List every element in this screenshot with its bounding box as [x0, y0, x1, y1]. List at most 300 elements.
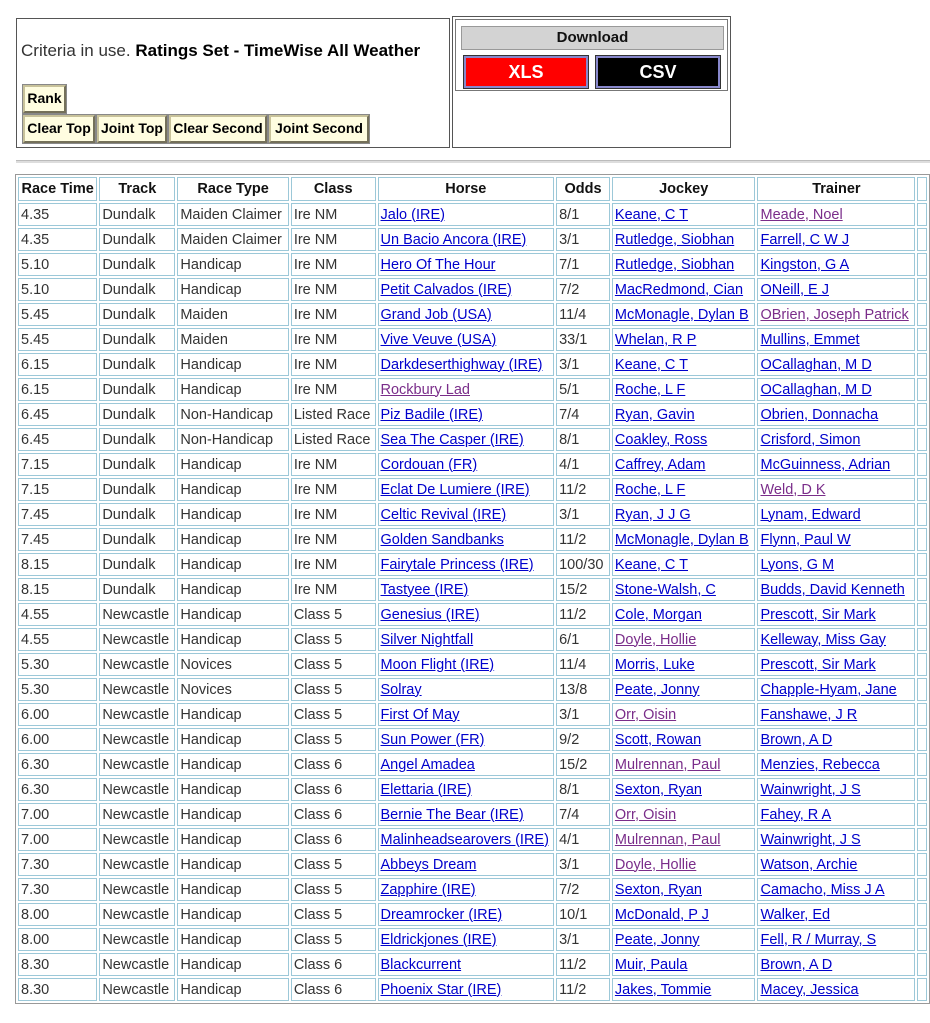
horse-link[interactable]: Silver Nightfall [380, 631, 474, 648]
horse-cell [378, 628, 555, 651]
track-cell: Newcastle [99, 928, 175, 951]
clear-second-button[interactable]: Clear Second [169, 115, 267, 143]
table-row [18, 653, 927, 676]
col-race-time: Race Time [18, 177, 97, 201]
trainer-cell [757, 628, 915, 651]
class-cell: Class 5 [291, 653, 376, 676]
class-cell: Class 5 [291, 678, 376, 701]
jockey-link[interactable]: Jakes, Tommie [614, 981, 712, 998]
extra-cell [917, 403, 927, 426]
extra-cell [917, 878, 927, 901]
class-cell: Class 5 [291, 878, 376, 901]
horse-link[interactable]: Eldrickjones (IRE) [380, 931, 497, 948]
race-time-cell: 8.30 [18, 953, 97, 976]
clear-top-button[interactable]: Clear Top [23, 115, 95, 143]
jockey-cell [612, 478, 756, 501]
horse-cell [378, 803, 555, 826]
download-csv-button[interactable]: CSV [596, 56, 720, 88]
trainer-link[interactable]: Camacho, Miss J A [760, 881, 885, 898]
horse-link[interactable]: Sun Power (FR) [380, 731, 485, 748]
trainer-link[interactable]: Flynn, Paul W [760, 531, 851, 548]
trainer-cell [757, 303, 915, 326]
jockey-cell [612, 978, 756, 1001]
horse-link[interactable]: Sea The Casper (IRE) [380, 431, 524, 448]
trainer-link[interactable]: Macey, Jessica [760, 981, 859, 998]
track-cell: Newcastle [99, 828, 175, 851]
race-type-cell: Handicap [177, 878, 288, 901]
jockey-link[interactable]: Rutledge, Siobhan [614, 256, 735, 273]
odds-cell: 11/2 [556, 978, 610, 1001]
class-cell: Class 6 [291, 953, 376, 976]
horse-link[interactable]: Genesius (IRE) [380, 606, 480, 623]
table-row [18, 228, 927, 251]
race-time-cell: 7.45 [18, 503, 97, 526]
race-type-cell: Handicap [177, 803, 288, 826]
horse-link[interactable]: Dreamrocker (IRE) [380, 906, 503, 923]
header-row [18, 177, 927, 201]
race-time-cell: 8.15 [18, 578, 97, 601]
trainer-cell [757, 278, 915, 301]
trainer-cell [757, 428, 915, 451]
jockey-cell [612, 853, 756, 876]
jockey-link[interactable]: Orr, Oisin [614, 706, 677, 723]
race-type-cell: Handicap [177, 753, 288, 776]
horse-cell [378, 728, 555, 751]
race-time-cell: 6.00 [18, 728, 97, 751]
table-row [18, 903, 927, 926]
horse-cell [378, 903, 555, 926]
horse-cell [378, 403, 555, 426]
race-type-cell: Handicap [177, 453, 288, 476]
trainer-link[interactable]: OCallaghan, M D [760, 381, 872, 398]
odds-cell: 7/2 [556, 878, 610, 901]
race-time-cell: 5.30 [18, 678, 97, 701]
odds-cell: 15/2 [556, 753, 610, 776]
race-type-cell: Handicap [177, 578, 288, 601]
race-type-cell: Maiden [177, 303, 288, 326]
extra-cell [917, 253, 927, 276]
horse-link[interactable]: Un Bacio Ancora (IRE) [380, 231, 527, 248]
horse-cell [378, 978, 555, 1001]
class-cell: Ire NM [291, 328, 376, 351]
jockey-cell [612, 328, 756, 351]
race-time-cell: 5.30 [18, 653, 97, 676]
trainer-link[interactable]: OBrien, Joseph Patrick [760, 306, 909, 323]
race-time-cell: 4.55 [18, 628, 97, 651]
class-cell: Ire NM [291, 203, 376, 226]
horse-link[interactable]: Phoenix Star (IRE) [380, 981, 502, 998]
horse-cell [378, 278, 555, 301]
race-type-cell: Handicap [177, 353, 288, 376]
trainer-cell [757, 978, 915, 1001]
horse-cell [378, 228, 555, 251]
horse-cell [378, 328, 555, 351]
jockey-link[interactable]: Rutledge, Siobhan [614, 231, 735, 248]
odds-cell: 11/2 [556, 528, 610, 551]
jockey-link[interactable]: Sexton, Ryan [614, 881, 702, 898]
race-time-cell: 7.30 [18, 853, 97, 876]
jockey-cell [612, 228, 756, 251]
trainer-link[interactable]: Lynam, Edward [760, 506, 861, 523]
extra-cell [917, 528, 927, 551]
race-type-cell: Novices [177, 678, 288, 701]
class-cell: Class 5 [291, 703, 376, 726]
class-cell: Ire NM [291, 553, 376, 576]
odds-cell: 7/2 [556, 278, 610, 301]
trainer-link[interactable]: Mullins, Emmet [760, 331, 860, 348]
trainer-cell [757, 828, 915, 851]
extra-cell [917, 853, 927, 876]
horse-cell [378, 528, 555, 551]
jockey-link[interactable]: Ryan, J J G [614, 506, 691, 523]
odds-cell: 3/1 [556, 928, 610, 951]
jockey-cell [612, 403, 756, 426]
table-row [18, 578, 927, 601]
table-row [18, 728, 927, 751]
trainer-link[interactable]: OCallaghan, M D [760, 356, 872, 373]
race-time-cell: 7.45 [18, 528, 97, 551]
race-type-cell: Handicap [177, 728, 288, 751]
trainer-cell [757, 753, 915, 776]
jockey-link[interactable]: Orr, Oisin [614, 806, 677, 823]
horse-cell [378, 553, 555, 576]
horse-cell [378, 828, 555, 851]
horse-link[interactable]: Solray [380, 681, 422, 698]
table-row [18, 878, 927, 901]
table-row [18, 928, 927, 951]
race-type-cell: Handicap [177, 253, 288, 276]
extra-cell [917, 728, 927, 751]
class-cell: Ire NM [291, 478, 376, 501]
horse-link[interactable]: Golden Sandbanks [380, 531, 504, 548]
trainer-link[interactable]: Farrell, C W J [760, 231, 850, 248]
track-cell: Dundalk [99, 428, 175, 451]
horse-cell [378, 853, 555, 876]
jockey-cell [612, 603, 756, 626]
trainer-link[interactable]: Menzies, Rebecca [760, 756, 880, 773]
race-type-cell: Handicap [177, 928, 288, 951]
col-trainer: Trainer [757, 177, 915, 201]
class-cell: Class 6 [291, 753, 376, 776]
race-time-cell: 6.45 [18, 428, 97, 451]
jockey-cell [612, 753, 756, 776]
track-cell: Newcastle [99, 778, 175, 801]
trainer-link[interactable]: Kingston, G A [760, 256, 850, 273]
jockey-link[interactable]: Scott, Rowan [614, 731, 702, 748]
class-cell: Class 6 [291, 828, 376, 851]
horse-link[interactable]: First Of May [380, 706, 460, 723]
class-cell: Ire NM [291, 303, 376, 326]
track-cell: Dundalk [99, 278, 175, 301]
track-cell: Dundalk [99, 453, 175, 476]
jockey-link[interactable]: McMonagle, Dylan B [614, 531, 749, 548]
horse-link[interactable]: Moon Flight (IRE) [380, 656, 495, 673]
download-title: Download [461, 26, 724, 50]
class-cell: Ire NM [291, 528, 376, 551]
track-cell: Dundalk [99, 228, 175, 251]
table-row [18, 628, 927, 651]
race-time-cell: 8.00 [18, 928, 97, 951]
class-cell: Class 6 [291, 778, 376, 801]
race-time-cell: 4.55 [18, 603, 97, 626]
trainer-link[interactable]: Fahey, R A [760, 806, 832, 823]
odds-cell: 3/1 [556, 503, 610, 526]
horse-cell [378, 703, 555, 726]
track-cell: Dundalk [99, 403, 175, 426]
race-type-cell: Handicap [177, 778, 288, 801]
col-jockey: Jockey [612, 177, 756, 201]
trainer-link[interactable]: Meade, Noel [760, 206, 843, 223]
jockey-cell [612, 253, 756, 276]
race-time-cell: 6.15 [18, 378, 97, 401]
trainer-link[interactable]: Budds, David Kenneth [760, 581, 905, 598]
jockey-link[interactable]: Roche, L F [614, 381, 686, 398]
trainer-cell [757, 528, 915, 551]
horse-link[interactable]: Cordouan (FR) [380, 456, 478, 473]
track-cell: Newcastle [99, 678, 175, 701]
jockey-cell [612, 578, 756, 601]
trainer-link[interactable]: Walker, Ed [760, 906, 831, 923]
trainer-link[interactable]: McGuinness, Adrian [760, 456, 891, 473]
jockey-link[interactable]: Roche, L F [614, 481, 686, 498]
trainer-cell [757, 478, 915, 501]
extra-cell [917, 703, 927, 726]
extra-cell [917, 278, 927, 301]
jockey-cell [612, 278, 756, 301]
jockey-link[interactable]: Peate, Jonny [614, 931, 700, 948]
race-type-cell: Handicap [177, 278, 288, 301]
class-cell: Ire NM [291, 353, 376, 376]
horse-cell [378, 653, 555, 676]
jockey-link[interactable]: Morris, Luke [614, 656, 695, 673]
table-row [18, 953, 927, 976]
trainer-link[interactable]: Kelleway, Miss Gay [760, 631, 886, 648]
table-row [18, 853, 927, 876]
race-time-cell: 6.45 [18, 403, 97, 426]
trainer-link[interactable]: Watson, Archie [760, 856, 858, 873]
race-time-cell: 6.15 [18, 353, 97, 376]
jockey-link[interactable]: Doyle, Hollie [614, 856, 697, 873]
horse-link[interactable]: Fairytale Princess (IRE) [380, 556, 534, 573]
track-cell: Dundalk [99, 503, 175, 526]
track-cell: Newcastle [99, 853, 175, 876]
race-time-cell: 7.00 [18, 803, 97, 826]
odds-cell: 8/1 [556, 428, 610, 451]
trainer-link[interactable]: Crisford, Simon [760, 431, 861, 448]
odds-cell: 9/2 [556, 728, 610, 751]
jockey-cell [612, 878, 756, 901]
extra-cell [917, 478, 927, 501]
trainer-link[interactable]: Brown, A D [760, 956, 833, 973]
jockey-cell [612, 778, 756, 801]
horse-cell [378, 953, 555, 976]
trainer-cell [757, 253, 915, 276]
trainer-cell [757, 378, 915, 401]
jockey-link[interactable]: Cole, Morgan [614, 606, 702, 623]
track-cell: Newcastle [99, 878, 175, 901]
trainer-link[interactable]: Prescott, Sir Mark [760, 656, 876, 673]
odds-cell: 33/1 [556, 328, 610, 351]
class-cell: Class 5 [291, 728, 376, 751]
trainer-link[interactable]: Lyons, G M [760, 556, 835, 573]
odds-cell: 100/30 [556, 553, 610, 576]
extra-cell [917, 603, 927, 626]
jockey-link[interactable]: McDonald, P J [614, 906, 709, 923]
horse-link[interactable]: Abbeys Dream [380, 856, 477, 873]
jockey-link[interactable]: Caffrey, Adam [614, 456, 706, 473]
extra-cell [917, 653, 927, 676]
jockey-link[interactable]: Muir, Paula [614, 956, 688, 973]
jockey-link[interactable]: Peate, Jonny [614, 681, 700, 698]
track-cell: Newcastle [99, 703, 175, 726]
jockey-cell [612, 378, 756, 401]
jockey-cell [612, 503, 756, 526]
rank-button[interactable]: Rank [23, 85, 66, 113]
horse-link[interactable]: Grand Job (USA) [380, 306, 492, 323]
odds-cell: 11/2 [556, 603, 610, 626]
trainer-cell [757, 403, 915, 426]
odds-cell: 5/1 [556, 378, 610, 401]
horse-link[interactable]: Celtic Revival (IRE) [380, 506, 507, 523]
jockey-cell [612, 528, 756, 551]
race-time-cell: 8.30 [18, 978, 97, 1001]
horse-link[interactable]: Jalo (IRE) [380, 206, 445, 223]
odds-cell: 4/1 [556, 453, 610, 476]
col-track: Track [99, 177, 175, 201]
track-cell: Dundalk [99, 578, 175, 601]
col-odds: Odds [556, 177, 610, 201]
track-cell: Dundalk [99, 478, 175, 501]
table-row [18, 328, 927, 351]
horse-link[interactable]: Tastyee (IRE) [380, 581, 469, 598]
jockey-cell [612, 803, 756, 826]
criteria-text [21, 41, 420, 61]
table-row [18, 403, 927, 426]
jockey-link[interactable]: Keane, C T [614, 556, 688, 573]
jockey-link[interactable]: Whelan, R P [614, 331, 697, 348]
horse-link[interactable]: Rockbury Lad [380, 381, 470, 398]
horse-link[interactable]: Petit Calvados (IRE) [380, 281, 512, 298]
jockey-link[interactable]: Ryan, Gavin [614, 406, 695, 423]
extra-cell [917, 903, 927, 926]
horse-link[interactable]: Hero Of The Hour [380, 256, 496, 273]
horse-link[interactable]: Elettaria (IRE) [380, 781, 472, 798]
horse-cell [378, 453, 555, 476]
race-time-cell: 8.15 [18, 553, 97, 576]
trainer-link[interactable]: ONeill, E J [760, 281, 829, 298]
table-row [18, 703, 927, 726]
trainer-link[interactable]: Brown, A D [760, 731, 833, 748]
jockey-link[interactable]: Stone-Walsh, C [614, 581, 716, 598]
jockey-link[interactable]: Keane, C T [614, 356, 688, 373]
horse-link[interactable]: Blackcurrent [380, 956, 462, 973]
jockey-link[interactable]: McMonagle, Dylan B [614, 306, 749, 323]
joint-top-button[interactable]: Joint Top [97, 115, 167, 143]
extra-cell [917, 803, 927, 826]
class-cell: Class 5 [291, 603, 376, 626]
extra-cell [917, 203, 927, 226]
trainer-link[interactable]: Obrien, Donnacha [760, 406, 879, 423]
download-box [455, 19, 728, 91]
track-cell: Newcastle [99, 653, 175, 676]
jockey-cell [612, 428, 756, 451]
trainer-link[interactable]: Wainwright, J S [760, 781, 861, 798]
horse-link[interactable]: Bernie The Bear (IRE) [380, 806, 524, 823]
jockey-link[interactable]: Keane, C T [614, 206, 688, 223]
jockey-link[interactable]: Sexton, Ryan [614, 781, 702, 798]
jockey-link[interactable]: Doyle, Hollie [614, 631, 697, 648]
class-cell: Listed Race [291, 403, 376, 426]
jockey-link[interactable]: Coakley, Ross [614, 431, 708, 448]
trainer-cell [757, 803, 915, 826]
horse-link[interactable]: Eclat De Lumiere (IRE) [380, 481, 530, 498]
track-cell: Newcastle [99, 903, 175, 926]
class-cell: Class 5 [291, 928, 376, 951]
horse-link[interactable]: Malinheadsearovers (IRE) [380, 831, 549, 848]
horse-link[interactable]: Angel Amadea [380, 756, 475, 773]
extra-cell [917, 753, 927, 776]
trainer-cell [757, 953, 915, 976]
ratings-set-name: Ratings Set - TimeWise All Weather [135, 41, 421, 60]
trainer-link[interactable]: Fell, R / Murray, S [760, 931, 877, 948]
trainer-cell [757, 678, 915, 701]
track-cell: Dundalk [99, 378, 175, 401]
horse-link[interactable]: Darkdeserthighway (IRE) [380, 356, 543, 373]
track-cell: Newcastle [99, 803, 175, 826]
trainer-link[interactable]: Wainwright, J S [760, 831, 861, 848]
extra-cell [917, 503, 927, 526]
extra-cell [917, 628, 927, 651]
horse-link[interactable]: Vive Veuve (USA) [380, 331, 497, 348]
trainer-link[interactable]: Fanshawe, J R [760, 706, 858, 723]
table-row [18, 453, 927, 476]
jockey-cell [612, 303, 756, 326]
jockey-cell [612, 703, 756, 726]
race-type-cell: Maiden Claimer [177, 228, 288, 251]
horse-link[interactable]: Piz Badile (IRE) [380, 406, 483, 423]
race-type-cell: Handicap [177, 378, 288, 401]
race-type-cell: Handicap [177, 553, 288, 576]
race-time-cell: 5.45 [18, 303, 97, 326]
trainer-link[interactable]: Prescott, Sir Mark [760, 606, 876, 623]
trainer-cell [757, 903, 915, 926]
trainer-link[interactable]: Chapple-Hyam, Jane [760, 681, 897, 698]
jockey-link[interactable]: Mulrennan, Paul [614, 756, 721, 773]
horse-cell [378, 878, 555, 901]
race-time-cell: 4.35 [18, 203, 97, 226]
extra-cell [917, 328, 927, 351]
jockey-link[interactable]: Mulrennan, Paul [614, 831, 721, 848]
joint-second-button[interactable]: Joint Second [269, 115, 369, 143]
odds-cell: 3/1 [556, 228, 610, 251]
table-row [18, 678, 927, 701]
race-type-cell: Maiden Claimer [177, 203, 288, 226]
horse-link[interactable]: Zapphire (IRE) [380, 881, 476, 898]
race-time-cell: 7.30 [18, 878, 97, 901]
jockey-link[interactable]: MacRedmond, Cian [614, 281, 744, 298]
class-cell: Ire NM [291, 578, 376, 601]
track-cell: Newcastle [99, 603, 175, 626]
odds-cell: 8/1 [556, 778, 610, 801]
trainer-link[interactable]: Weld, D K [760, 481, 826, 498]
horse-cell [378, 753, 555, 776]
track-cell: Dundalk [99, 553, 175, 576]
table-row [18, 603, 927, 626]
extra-cell [917, 978, 927, 1001]
track-cell: Dundalk [99, 328, 175, 351]
jockey-cell [612, 828, 756, 851]
download-xls-button[interactable]: XLS [464, 56, 588, 88]
